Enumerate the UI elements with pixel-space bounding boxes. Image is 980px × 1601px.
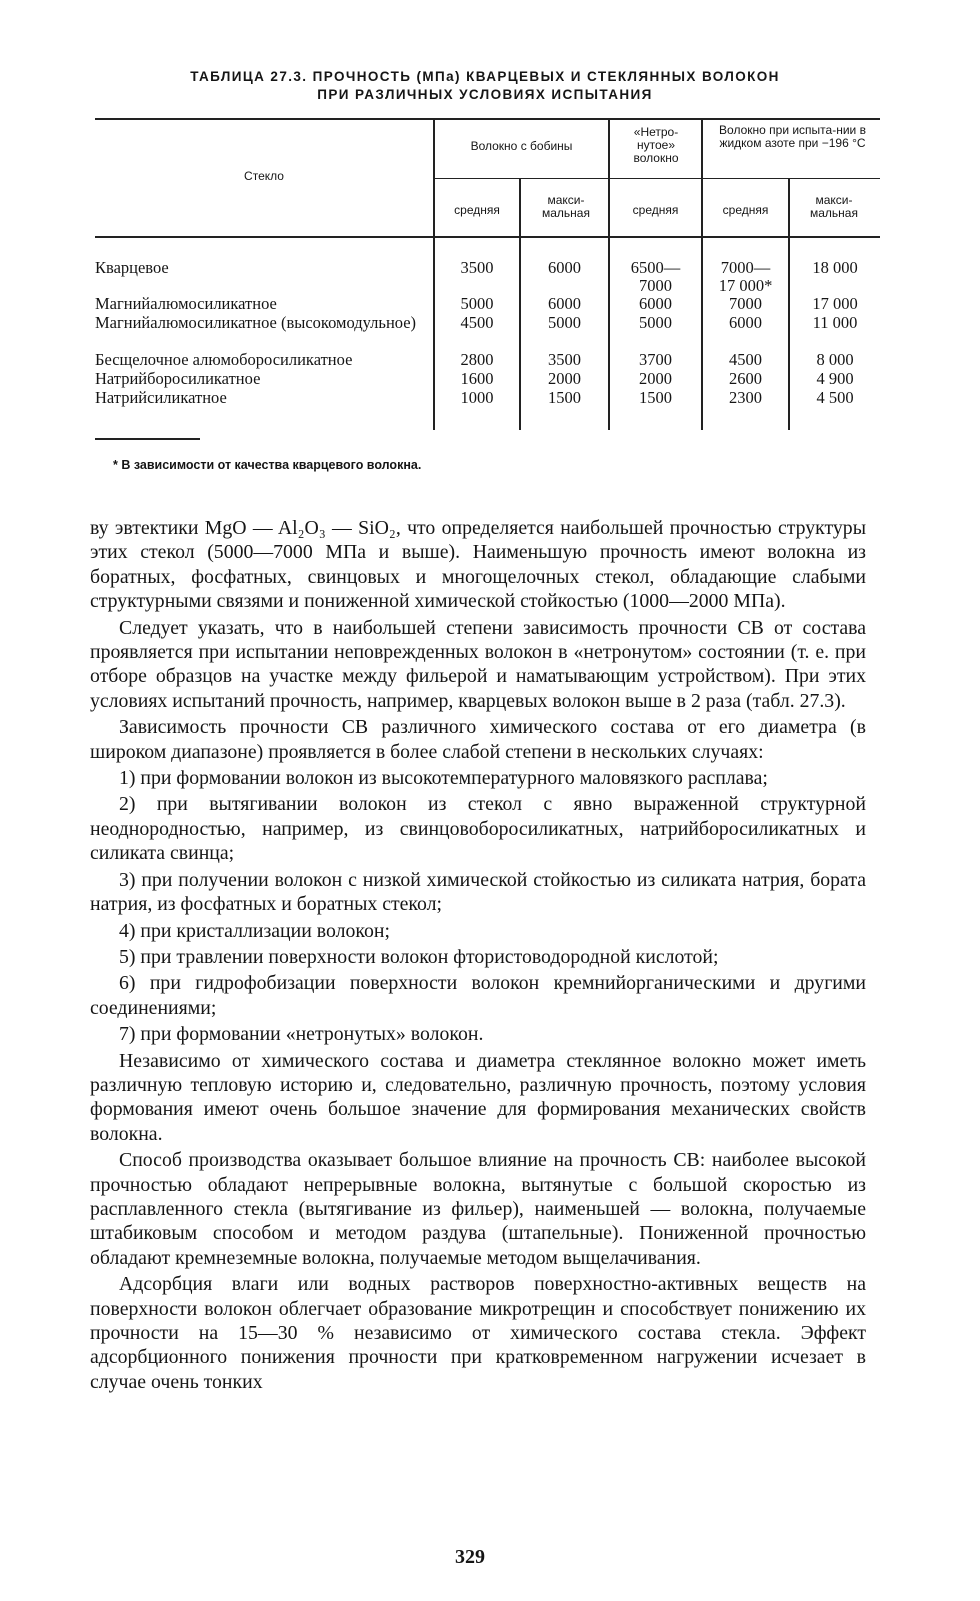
cell-max-bobbin: 5000 xyxy=(548,313,581,332)
list-item: 3) при получении волокон с низкой химической стойкостью из силиката натрия, бората натрия, из фосфатных и боратных стекол; xyxy=(90,868,866,916)
table-footnote: * В зависимости от качества кварцевого волокна. xyxy=(113,458,422,472)
paragraph: ву эвтектики MgO — Al₂O₃ — SiO₂, что определяется наибольшей прочностью структуры этих стекол (5000—7000 МПа и выше). Наименьшую прочность имеют волокна из боратных, фосфатных, свинцовых и многощелочных стекол, обладающие слабыми структурными связями и пониженной химической стойкостью (1000—2000 МПа). xyxy=(90,517,866,613)
cell-max-bobbin: 2000 xyxy=(548,369,581,388)
cell-max-nitrogen: 4 900 xyxy=(816,369,854,388)
header-avg-nitrogen: средняя xyxy=(722,203,769,217)
cell-avg-nitrogen: 2600 xyxy=(729,369,762,388)
header-bottom-rule xyxy=(95,236,880,238)
header-mid-rule xyxy=(435,178,880,179)
list-item: 5) при травлении поверхности волокон фтористоводородной кислотой; xyxy=(119,945,719,968)
cell-max-nitrogen: 18 000 xyxy=(812,258,858,277)
table-caption xyxy=(90,68,880,104)
cell-avg-bobbin: 2800 xyxy=(460,350,494,369)
header-avg-bobbin: средняя xyxy=(454,203,500,217)
list-item: 2) при вытягивании волокон из стекол с явно выраженной структурной неоднородностью, например, из свинцовоборосиликатных, натрийборосиликатных и силиката свинца; xyxy=(90,793,866,865)
cell-untouched: 3700 xyxy=(639,350,672,369)
paragraph: Адсорбция влаги или водных растворов поверхностно-активных веществ на поверхности волокон облегчает образование микротрещин и способствует понижению их прочности на 15—30 % независимо от химического состава стекла. Эффект адсорбционного понижения прочности при кратковременном нагружении исчезает в случае очень тонких xyxy=(90,1273,866,1393)
header-avg-untouched: средняя xyxy=(632,203,679,217)
cell-avg-nitrogen: 2300 xyxy=(729,388,762,407)
cell-untouched: 1500 xyxy=(639,388,672,407)
header-max-nitrogen: макси-мальная xyxy=(810,193,858,220)
cell-avg-nitrogen: 7000— xyxy=(720,258,771,277)
cell-max-bobbin: 3500 xyxy=(548,350,581,369)
row-name: Магнийалюмосиликатное xyxy=(95,294,277,313)
cell-untouched: 6500— xyxy=(630,258,681,277)
cell-max-bobbin: 6000 xyxy=(548,258,581,277)
paragraph: Способ производства оказывает большое влияние на прочность СВ: наиболее высокой прочностью обладают непрерывные волокна, вытянутые с большой скоростью из расплавленного стекла (вытягивание из фильер), наименьшей — волокна, получаемые штабиковым способом и методом раздува (штапельные). Пониженной прочностью обладают кремнеземные волокна, получаемые методом выщелачивания. xyxy=(90,1149,866,1269)
cell-avg-bobbin: 4500 xyxy=(460,313,494,332)
header-bobbin: Волокно с бобины xyxy=(470,139,573,153)
cell-untouched: 6000 xyxy=(639,294,672,313)
row-name: Магнийалюмосиликатное (высокомодульное) xyxy=(95,313,417,332)
list-item: 1) при формовании волокон из высокотемпературного маловязкого расплава; xyxy=(119,767,768,790)
cell-max-nitrogen: 8 000 xyxy=(816,350,854,369)
row-name: Натрийборосиликатное xyxy=(95,369,261,388)
header-max-bobbin: макси-мальная xyxy=(542,193,590,220)
header-untouched: «Нетро-нутое» волокно xyxy=(633,125,679,165)
cell-avg-nitrogen: 7000 xyxy=(729,294,762,313)
cell-max-nitrogen: 17 000 xyxy=(812,294,858,313)
list-item: 6) при гидрофобизации поверхности волокон кремнийорганическими и другими соединениями; xyxy=(90,972,866,1019)
cell-avg-bobbin: 5000 xyxy=(460,294,494,313)
table-caption-line2: ПРИ РАЗЛИЧНЫХ УСЛОВИЯХ ИСПЫТАНИЯ xyxy=(317,87,653,102)
table-top-rule xyxy=(95,118,880,120)
cell-max-nitrogen: 4 500 xyxy=(816,388,854,407)
cell-avg-bobbin: 1000 xyxy=(460,388,494,407)
row-name: Бесщелочное алюмоборосиликатное xyxy=(95,350,353,369)
cell-untouched-cont: 7000 xyxy=(639,276,672,295)
cell-untouched: 2000 xyxy=(639,369,672,388)
list-item: 4) при кристаллизации волокон; xyxy=(119,919,390,942)
paragraph: Независимо от химического состава и диаметра стеклянное волокно может иметь различную тепловую историю и, следовательно, различную прочность, поэтому условия формования имеют очень большое значение для формирования механических свойств волокна. xyxy=(90,1049,866,1145)
paragraph: Зависимость прочности СВ различного химического состава от его диаметра (в широком диапазоне) проявляется в более слабой степени в нескольких случаях: xyxy=(90,716,866,763)
cell-max-bobbin: 6000 xyxy=(548,294,581,313)
cell-avg-bobbin: 3500 xyxy=(460,258,494,277)
cell-avg-nitrogen-cont: 17 000* xyxy=(718,276,773,295)
strength-table xyxy=(95,118,880,428)
footnote-rule xyxy=(95,438,200,440)
page-number: 329 xyxy=(455,1546,485,1568)
table-caption-line1: ТАБЛИЦА 27.3. ПРОЧНОСТЬ (МПа) КВАРЦЕВЫХ И СТЕКЛЯННЫХ ВОЛОКОН xyxy=(190,69,780,84)
header-nitrogen: Волокно при испыта-нии в жидком азоте при −196 °C xyxy=(719,123,866,150)
row-name: Кварцевое xyxy=(95,258,169,277)
cell-untouched: 5000 xyxy=(639,313,672,332)
cell-avg-nitrogen: 4500 xyxy=(729,350,762,369)
cell-max-bobbin: 1500 xyxy=(548,388,581,407)
header-glass: Стекло xyxy=(244,169,284,183)
list-item: 7) при формовании «нетронутых» волокон. xyxy=(119,1023,484,1046)
cell-max-nitrogen: 11 000 xyxy=(812,313,858,332)
cell-avg-nitrogen: 6000 xyxy=(729,313,762,332)
cell-avg-bobbin: 1600 xyxy=(460,369,494,388)
row-name: Натрийсиликатное xyxy=(95,388,227,407)
paragraph: Следует указать, что в наибольшей степени зависимость прочности СВ от состава проявляется при испытании неповрежденных волокон в «нетронутом» состоянии (т. е. при отборе образцов на участке между фильерой и наматывающим устройством). При этих условиях испытаний прочность, например, кварцевых волокон выше в 2 раза (табл. 27.3). xyxy=(90,616,866,712)
body-text xyxy=(90,516,866,1396)
